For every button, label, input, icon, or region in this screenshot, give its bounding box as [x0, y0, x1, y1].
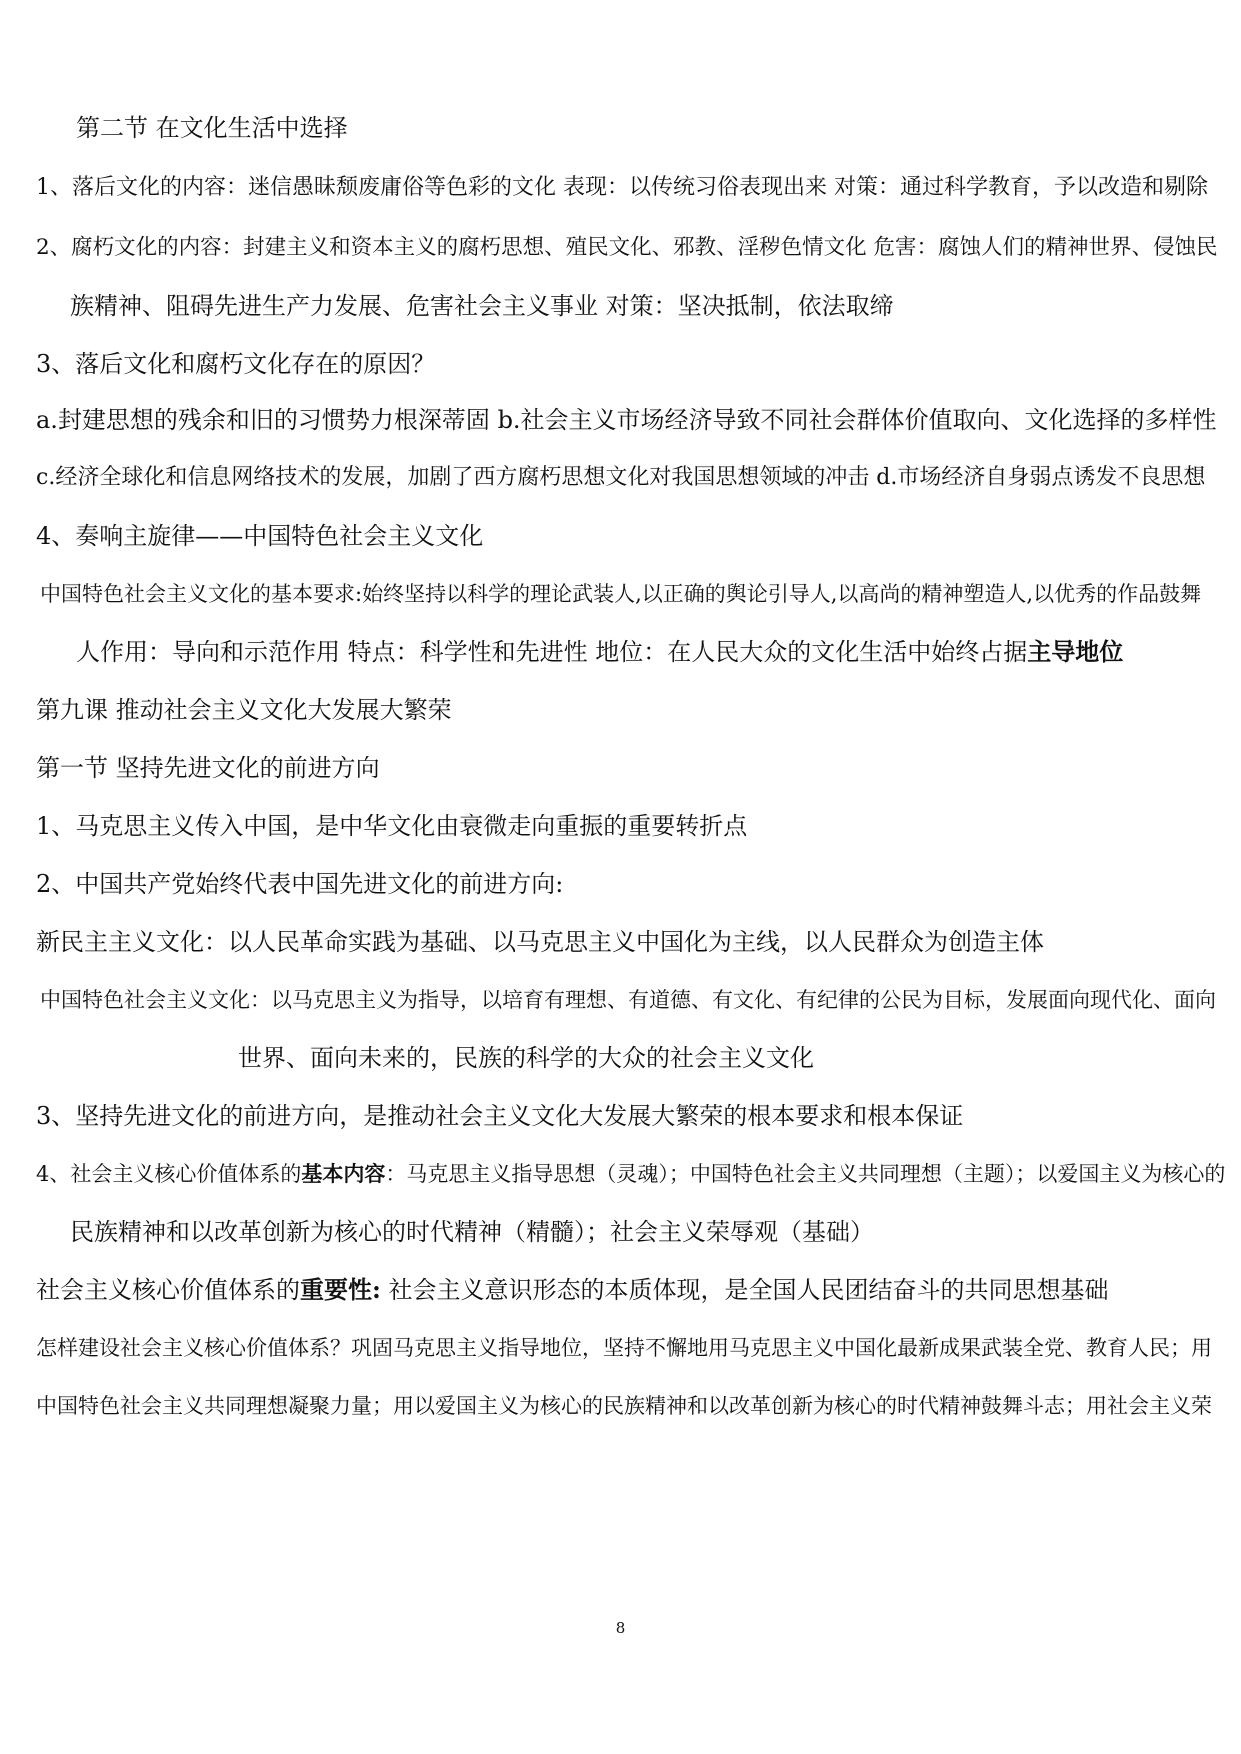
basic-content-bold: 基本内容 — [301, 1161, 386, 1186]
new-democratic-culture: 新民主主义文化：以人民革命实践为基础、以马克思主义中国化为主线，以人民群众为创造主体 — [36, 928, 1044, 956]
socialist-culture-line2: 世界、面向未来的，民族的科学的大众的社会主义文化 — [238, 1044, 814, 1072]
item-3-question: 3、落后文化和腐朽文化存在的原因？ — [36, 350, 436, 378]
item-4-main-theme: 4、奏响主旋律——中国特色社会主义文化 — [36, 522, 484, 550]
item-1-backward-culture: 1、落后文化的内容：迷信愚昧颓废庸俗等色彩的文化 表现：以传统习俗表现出来 对策：通过科学教育，予以改造和剔除 — [36, 175, 1208, 200]
section-heading: 第二节 在文化生活中选择 — [76, 114, 348, 142]
importance-rest: 社会主义意识形态的本质体现，是全国人民团结奋斗的共同思想基础 — [380, 1276, 1109, 1304]
importance-line — [36, 1274, 1109, 1306]
lesson-heading: 第九课 推动社会主义文化大发展大繁荣 — [36, 696, 452, 724]
socialist-culture-line1: 中国特色社会主义文化：以马克思主义为指导，以培育有理想、有道德、有文化、有纪律的公民为目标，发展面向现代化、面向 — [40, 988, 1216, 1012]
core-values-rest: ：马克思主义指导思想（灵魂）；中国特色社会主义共同理想（主题）；以爱国主义为核心的 — [385, 1162, 1226, 1186]
page-number: 8 — [615, 1619, 626, 1637]
importance-prefix: 社会主义核心价值体系的 — [36, 1276, 300, 1304]
basic-requirements-line2-text: 人作用：导向和示范作用 特点：科学性和先进性 地位：在人民大众的文化生活中始终占据 — [76, 638, 1028, 666]
basic-requirements-line2 — [76, 636, 1123, 668]
how-to-build-line1: 怎样建设社会主义核心价值体系？巩固马克思主义指导地位，坚持不懈地用马克思主义中国化最新成果武装全党、教育人民；用 — [36, 1336, 1212, 1360]
reasons-a-b: a.封建思想的残余和旧的习惯势力根深蒂固 b.社会主义市场经济导致不同社会群体价值取向、文化选择的多样性 — [36, 406, 1217, 434]
dominant-position-bold: 主导地位 — [1027, 637, 1124, 666]
section-1-item-1: 1、马克思主义传入中国，是中华文化由衰微走向重振的重要转折点 — [36, 812, 748, 840]
item-2-decadent-culture-line1: 2、腐朽文化的内容：封建主义和资本主义的腐朽思想、殖民文化、邪教、淫秽色情文化 危害：腐蚀人们的精神世界、侵蚀民 — [36, 235, 1218, 260]
item-2-decadent-culture-line2: 族精神、阻碍先进生产力发展、危害社会主义事业 对策：坚决抵制，依法取缔 — [70, 292, 894, 320]
core-values-prefix: 4、社会主义核心价值体系的 — [36, 1162, 302, 1186]
basic-requirements-line1: 中国特色社会主义文化的基本要求:始终坚持以科学的理论武装人,以正确的舆论引导人,以高尚的精神塑造人,以优秀的作品鼓舞 — [40, 582, 1202, 606]
how-to-build-line2: 中国特色社会主义共同理想凝聚力量；用以爱国主义为核心的民族精神和以改革创新为核心的时代精神鼓舞斗志；用社会主义荣 — [36, 1394, 1212, 1418]
importance-bold: 重要性: — [300, 1275, 381, 1304]
section-1-heading: 第一节 坚持先进文化的前进方向 — [36, 754, 380, 782]
section-1-item-2: 2、中国共产党始终代表中国先进文化的前进方向: — [36, 870, 564, 898]
section-1-item-4-line2: 民族精神和以改革创新为核心的时代精神（精髓）；社会主义荣辱观（基础） — [70, 1218, 874, 1246]
section-1-item-3: 3、坚持先进文化的前进方向，是推动社会主义文化大发展大繁荣的根本要求和根本保证 — [36, 1102, 964, 1130]
reasons-c-d: c.经济全球化和信息网络技术的发展，加剧了西方腐朽思想文化对我国思想领域的冲击 d.市场经济自身弱点诱发不良思想 — [36, 465, 1206, 490]
section-1-item-4-line1 — [36, 1158, 1225, 1190]
